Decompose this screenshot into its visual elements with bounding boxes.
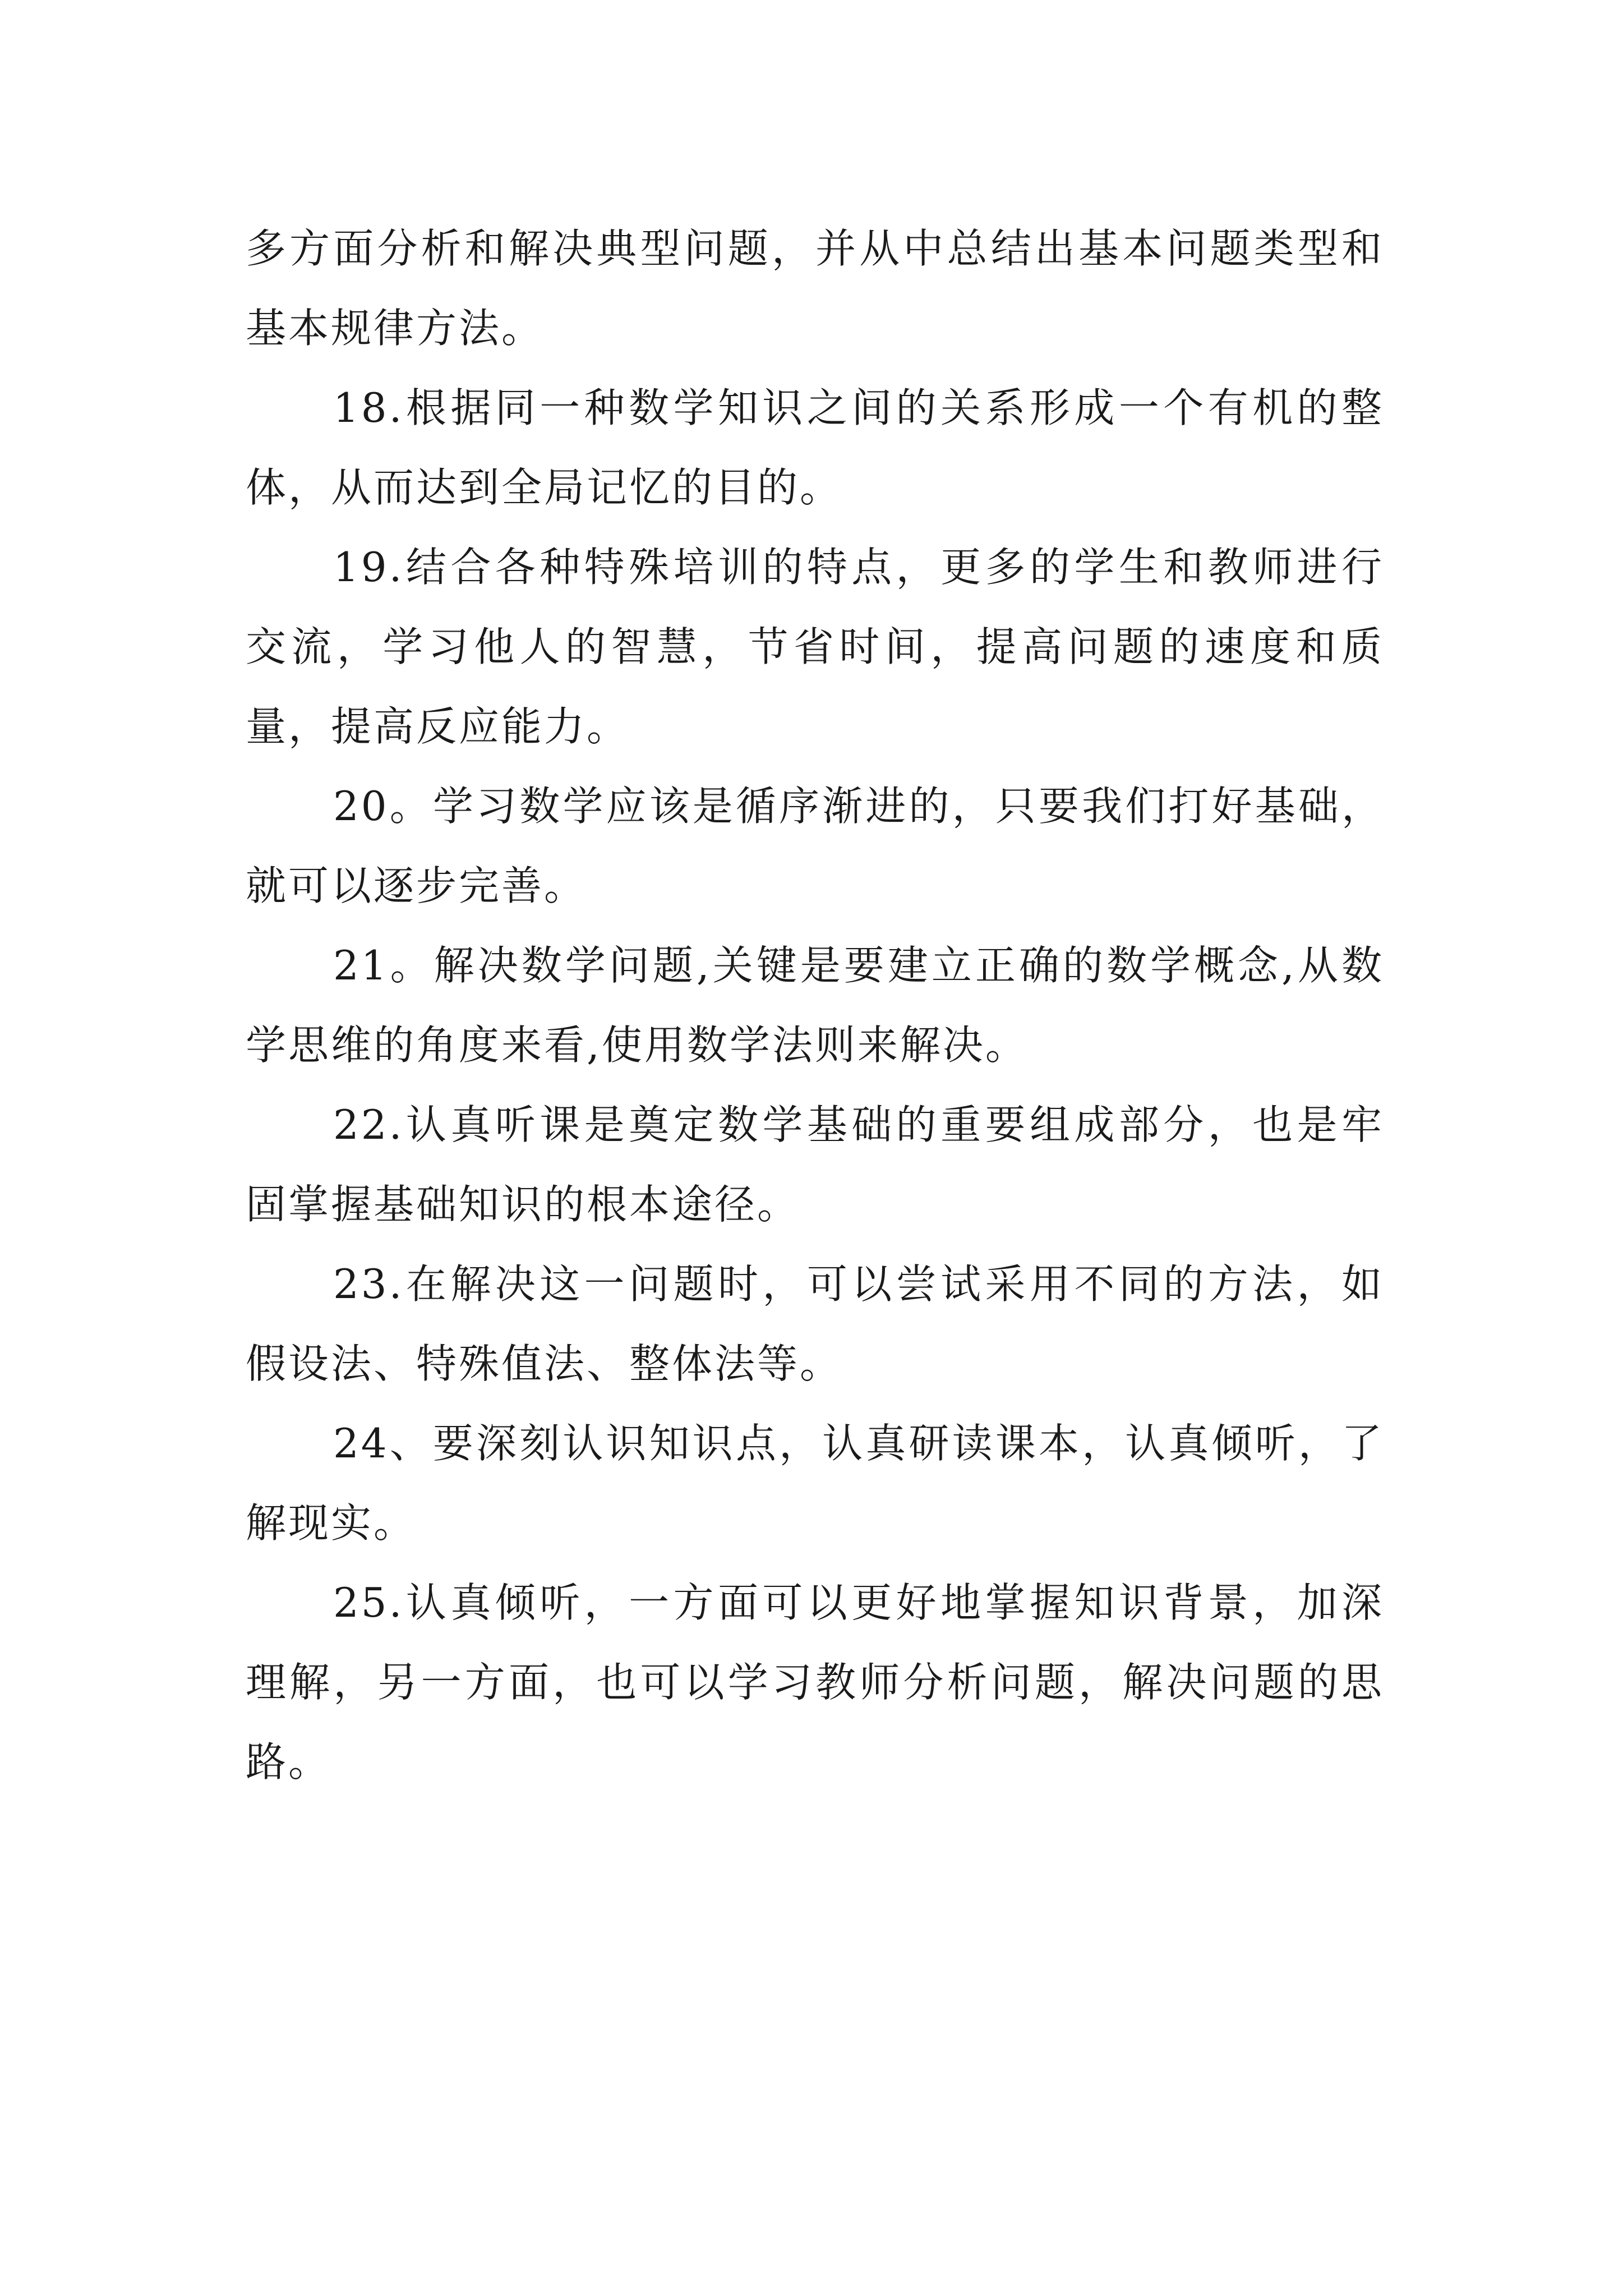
paragraph-item-21: 21。解决数学问题,关键是要建立正确的数学概念,从数学思维的角度来看,使用数学法则来解决。 bbox=[246, 942, 1384, 1069]
document-body bbox=[246, 209, 1384, 1802]
paragraph-item-25: 25.认真倾听，一方面可以更好地掌握知识背景，加深理解，另一方面，也可以学习教师分析问题，解决问题的思路。 bbox=[246, 1579, 1384, 1786]
paragraph-item-19: 19.结合各种特殊培训的特点，更多的学生和教师进行交流，学习他人的智慧，节省时间，提高问题的速度和质量，提高反应能力。 bbox=[246, 544, 1384, 750]
paragraph-item-22: 22.认真听课是奠定数学基础的重要组成部分，也是牢固掌握基础知识的根本途径。 bbox=[246, 1101, 1384, 1228]
paragraph-item-20: 20。学习数学应该是循序渐进的，只要我们打好基础，就可以逐步完善。 bbox=[246, 783, 1384, 909]
paragraph-item-23: 23.在解决这一问题时，可以尝试采用不同的方法，如假设法、特殊值法、整体法等。 bbox=[246, 1260, 1384, 1387]
paragraph-item-18: 18.根据同一种数学知识之间的关系形成一个有机的整体，从而达到全局记忆的目的。 bbox=[246, 384, 1384, 511]
paragraph-continuation: 多方面分析和解决典型问题，并从中总结出基本问题类型和基本规律方法。 bbox=[246, 225, 1384, 352]
paragraph-item-24: 24、要深刻认识知识点，认真研读课本，认真倾听，了解现实。 bbox=[246, 1420, 1384, 1547]
